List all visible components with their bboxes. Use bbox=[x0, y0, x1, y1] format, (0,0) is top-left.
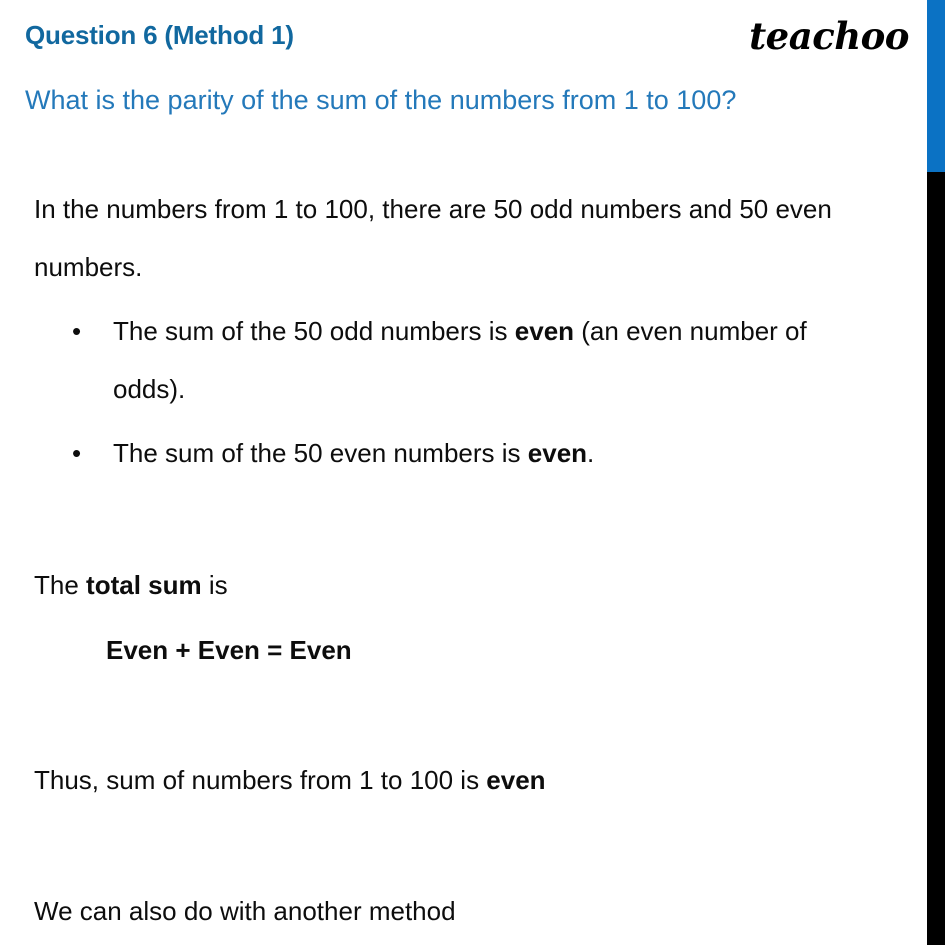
list-item-text bbox=[113, 316, 807, 404]
total-sum-emphasis: total sum bbox=[86, 570, 202, 600]
slide-body bbox=[0, 180, 927, 945]
question-statement: What is the parity of the sum of the numbers from 1 to 100? bbox=[25, 85, 737, 115]
intro-paragraph: In the numbers from 1 to 100, there are 50 odd numbers and 50 even numbers. bbox=[34, 194, 832, 282]
bullet-list bbox=[70, 302, 882, 482]
question-number-heading: Question 6 (Method 1) bbox=[25, 20, 294, 50]
conclusion-pre: Thus, sum of numbers from 1 to 100 is bbox=[34, 765, 487, 795]
total-sum-paragraph bbox=[34, 556, 228, 614]
bullet-point-icon: • bbox=[72, 438, 82, 468]
conclusion-emphasis: even bbox=[486, 765, 546, 795]
slide-header bbox=[0, 0, 927, 140]
list-item-text-post: . bbox=[587, 438, 595, 468]
list-item bbox=[70, 302, 882, 418]
total-sum-pre: The bbox=[34, 570, 87, 600]
teachoo-logo: teachoo bbox=[749, 14, 909, 58]
equation-line: Even + Even = Even bbox=[106, 635, 352, 665]
list-item-text-emphasis: even bbox=[527, 438, 588, 468]
conclusion-paragraph bbox=[34, 751, 546, 809]
list-item-text-post: (an even number of odds). bbox=[113, 316, 807, 404]
list-item bbox=[70, 424, 882, 482]
bullet-point-icon: • bbox=[72, 316, 82, 346]
list-item-text bbox=[113, 438, 594, 468]
list-item-text-pre: The sum of the 50 odd numbers is bbox=[113, 316, 515, 346]
right-edge-black-bar bbox=[927, 172, 945, 945]
right-edge-blue-bar bbox=[927, 0, 945, 172]
another-method-note: We can also do with another method bbox=[34, 896, 456, 926]
total-sum-post: is bbox=[201, 570, 228, 600]
list-item-text-emphasis: even bbox=[514, 316, 575, 346]
list-item-text-pre: The sum of the 50 even numbers is bbox=[113, 438, 528, 468]
